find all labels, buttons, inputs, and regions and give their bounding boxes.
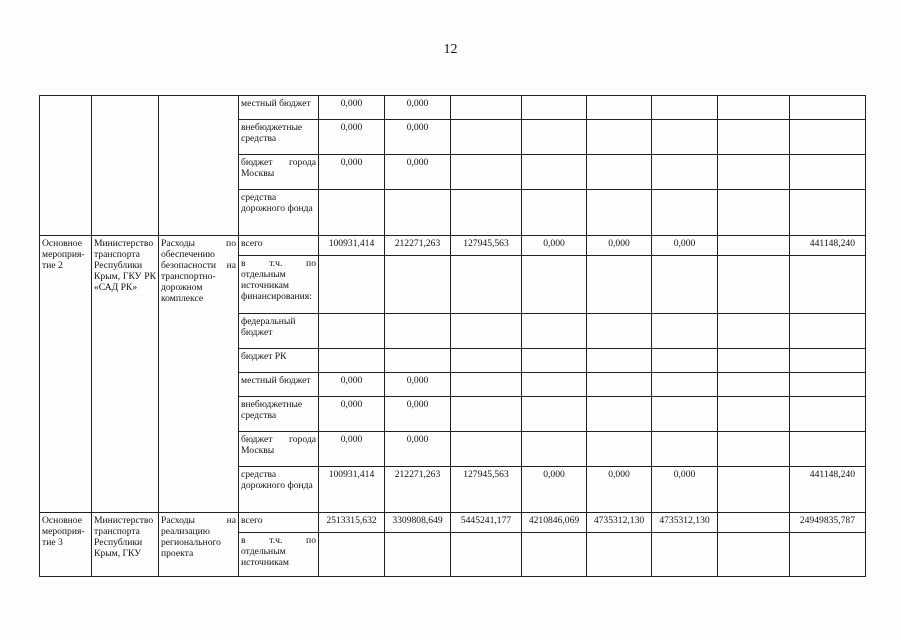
description-cell: Расходы на реализацию регионального проекта xyxy=(159,513,239,577)
source-cell: федеральный бюджет xyxy=(239,314,319,349)
value-cell: 0,000 xyxy=(652,236,718,256)
source-cell: бюджет РК xyxy=(239,349,319,373)
value-cell: 0,000 xyxy=(385,96,451,120)
measure-name-cell: Основное мероприя-тие 3 xyxy=(40,513,92,577)
value-cell: 4735312,130 xyxy=(587,513,652,533)
source-cell: средства дорожного фонда xyxy=(239,467,319,513)
source-cell: всего xyxy=(239,236,319,256)
value-cell: 0,000 xyxy=(319,397,385,432)
description-cell: Расходы по обеспечению безопасности на транспортно-дорожном комплексе xyxy=(159,236,239,513)
source-cell: местный бюджет xyxy=(239,96,319,120)
value-cell: 0,000 xyxy=(652,467,718,513)
table-row xyxy=(40,513,866,533)
total-cell: 441148,240 xyxy=(790,467,866,513)
table-row xyxy=(40,96,866,120)
table-row xyxy=(40,236,866,256)
value-cell: 0,000 xyxy=(522,467,587,513)
value-cell: 0,000 xyxy=(319,373,385,397)
total-cell: 24949835,787 xyxy=(790,513,866,533)
value-cell: 0,000 xyxy=(385,397,451,432)
name-cell xyxy=(40,96,92,236)
value-cell: 0,000 xyxy=(319,155,385,190)
value-cell: 5445241,177 xyxy=(451,513,522,533)
description-cell xyxy=(159,96,239,236)
value-cell: 2513315,632 xyxy=(319,513,385,533)
source-cell: внебюджетные средства xyxy=(239,397,319,432)
executor-cell: Министерство транспорта Республики Крым, ГКУ xyxy=(92,513,159,577)
value-cell: 0,000 xyxy=(319,96,385,120)
value-cell: 127945,563 xyxy=(451,467,522,513)
value-cell: 4735312,130 xyxy=(652,513,718,533)
value-cell: 0,000 xyxy=(385,155,451,190)
value-cell: 212271,263 xyxy=(385,236,451,256)
page-number: 12 xyxy=(443,42,458,57)
value-cell: 100931,414 xyxy=(319,467,385,513)
total-cell: 441148,240 xyxy=(790,236,866,256)
source-cell: всего xyxy=(239,513,319,533)
value-cell: 0,000 xyxy=(587,467,652,513)
source-cell: местный бюджет xyxy=(239,373,319,397)
measure-name-cell: Основное мероприя-тие 2 xyxy=(40,236,92,513)
value-cell: 100931,414 xyxy=(319,236,385,256)
source-cell: бюджет города Москвы xyxy=(239,432,319,467)
value-cell: 0,000 xyxy=(385,432,451,467)
source-cell: внебюджетные средства xyxy=(239,120,319,155)
executor-cell xyxy=(92,96,159,236)
value-cell: 4210846,069 xyxy=(522,513,587,533)
value-cell: 0,000 xyxy=(522,236,587,256)
value-cell: 212271,263 xyxy=(385,467,451,513)
source-cell: средства дорожного фонда xyxy=(239,190,319,236)
value-cell: 0,000 xyxy=(587,236,652,256)
value-cell: 3309808,649 xyxy=(385,513,451,533)
source-cell: в т.ч. по отдельным источникам xyxy=(239,533,319,577)
value-cell: 0,000 xyxy=(319,432,385,467)
value-cell: 0,000 xyxy=(319,120,385,155)
executor-cell: Министерство транспорта Республики Крым, ГКУ РК «САД РК» xyxy=(92,236,159,513)
value-cell: 0,000 xyxy=(385,120,451,155)
source-cell: в т.ч. по отдельным источникам финансирования: xyxy=(239,256,319,314)
value-cell: 0,000 xyxy=(385,373,451,397)
value-cell: 127945,563 xyxy=(451,236,522,256)
financing-table xyxy=(39,95,866,577)
source-cell: бюджет города Москвы xyxy=(239,155,319,190)
